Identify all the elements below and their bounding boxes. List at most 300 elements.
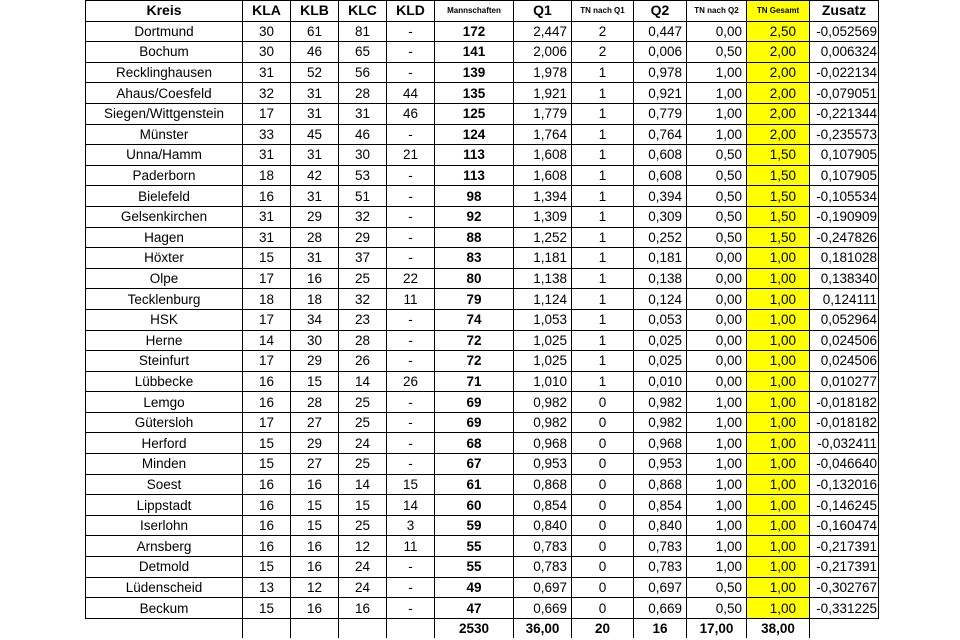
table-cell: 15 (291, 371, 339, 392)
table-cell: -0,146245 (810, 495, 879, 516)
table-cell: 88 (435, 227, 514, 248)
kreis-cell: Unna/Hamm (86, 145, 243, 166)
table-cell: 0,181 (634, 248, 687, 269)
table-cell: 17 (243, 103, 291, 124)
table-cell: 25 (339, 268, 387, 289)
table-row (86, 515, 879, 536)
table-cell: 24 (339, 577, 387, 598)
table-cell: 25 (339, 454, 387, 475)
table-cell: - (387, 433, 435, 454)
table-cell: 1,00 (687, 536, 747, 557)
table-cell: - (387, 227, 435, 248)
table-cell: 1,138 (514, 268, 572, 289)
column-header: Kreis (86, 1, 243, 22)
table-cell: 0,010 (634, 371, 687, 392)
table-cell: 15 (387, 474, 435, 495)
table-cell: 51 (339, 186, 387, 207)
table-cell: 0,107905 (810, 165, 879, 186)
kreis-cell: Gütersloh (86, 412, 243, 433)
table-cell: 1,00 (747, 412, 810, 433)
table-cell: 46 (339, 124, 387, 145)
column-header: KLA (243, 1, 291, 22)
table-cell: 1,608 (514, 145, 572, 166)
kreis-cell: Bielefeld (86, 186, 243, 207)
table-cell: 1,00 (687, 412, 747, 433)
table-row (86, 103, 879, 124)
table-cell: 0,024506 (810, 330, 879, 351)
table-cell: 0,783 (634, 536, 687, 557)
table-cell: 1,00 (747, 248, 810, 269)
table-cell: 14 (339, 371, 387, 392)
table-cell: -0,132016 (810, 474, 879, 495)
total-cell (86, 618, 243, 638)
table-cell: 53 (339, 165, 387, 186)
column-header: Zusatz (810, 1, 879, 22)
table-cell: 33 (243, 124, 291, 145)
kreis-cell: Lippstadt (86, 495, 243, 516)
table-cell: 1,00 (747, 557, 810, 578)
table-cell: 31 (291, 186, 339, 207)
table-cell: 0,697 (514, 577, 572, 598)
table-cell: 0,00 (687, 268, 747, 289)
table-cell: 16 (243, 495, 291, 516)
table-cell: - (387, 412, 435, 433)
kreis-cell: Herford (86, 433, 243, 454)
table-cell: 0,107905 (810, 145, 879, 166)
table-cell: 27 (291, 454, 339, 475)
table-cell: 31 (291, 103, 339, 124)
table-cell: 18 (243, 165, 291, 186)
table-cell: 49 (435, 577, 514, 598)
table-cell: 23 (339, 309, 387, 330)
column-header: TN Gesamt (747, 1, 810, 22)
table-cell: 1,00 (687, 124, 747, 145)
kreis-cell: Dortmund (86, 21, 243, 42)
table-cell: 1,00 (747, 577, 810, 598)
total-cell: 16 (634, 618, 687, 638)
table-cell: 31 (243, 62, 291, 83)
table-cell: 0,124 (634, 289, 687, 310)
table-cell: 16 (243, 536, 291, 557)
table-cell: 0,010277 (810, 371, 879, 392)
kreis-cell: Recklinghausen (86, 62, 243, 83)
table-cell: 15 (243, 454, 291, 475)
table-cell: 29 (291, 206, 339, 227)
table-row (86, 412, 879, 433)
table-cell: 26 (387, 371, 435, 392)
table-cell: 15 (291, 495, 339, 516)
kreis-cell: Minden (86, 454, 243, 475)
table-row (86, 454, 879, 475)
table-cell: 1,00 (687, 433, 747, 454)
table-cell: 28 (291, 392, 339, 413)
table-cell: 55 (435, 557, 514, 578)
table-cell: -0,160474 (810, 515, 879, 536)
table-cell: 2,00 (747, 62, 810, 83)
table-cell: 0,982 (514, 392, 572, 413)
table-row (86, 536, 879, 557)
table-cell: 1 (572, 289, 634, 310)
table-cell: 16 (291, 598, 339, 619)
table-cell: 18 (243, 289, 291, 310)
table-cell: 2,00 (747, 124, 810, 145)
table-cell: 69 (435, 412, 514, 433)
totals-row (86, 618, 879, 638)
table-cell: 37 (339, 248, 387, 269)
table-cell: 1,50 (747, 186, 810, 207)
table-cell: 32 (243, 83, 291, 104)
kreis-cell: Tecklenburg (86, 289, 243, 310)
table-cell: 0,840 (634, 515, 687, 536)
table-cell: -0,247826 (810, 227, 879, 248)
kreis-cell: HSK (86, 309, 243, 330)
table-cell: 1,50 (747, 206, 810, 227)
table-cell: 1 (572, 227, 634, 248)
table-cell: 15 (243, 557, 291, 578)
table-cell: 46 (387, 103, 435, 124)
column-header: KLD (387, 1, 435, 22)
table-cell: 1,00 (687, 515, 747, 536)
kreis-cell: Lemgo (86, 392, 243, 413)
table-cell: 0,608 (634, 145, 687, 166)
table-cell: 0,50 (687, 598, 747, 619)
table-cell: - (387, 21, 435, 42)
total-cell (243, 618, 291, 638)
table-cell: 0,968 (514, 433, 572, 454)
table-cell: 59 (435, 515, 514, 536)
table-cell: 1,00 (747, 474, 810, 495)
column-header: KLB (291, 1, 339, 22)
total-cell: 2530 (435, 618, 514, 638)
table-cell: 2 (572, 42, 634, 63)
table-cell: 0,00 (687, 371, 747, 392)
table-cell: 1,252 (514, 227, 572, 248)
table-cell: 0,953 (514, 454, 572, 475)
table-cell: 1 (572, 186, 634, 207)
table-cell: 1 (572, 62, 634, 83)
table-cell: 0,669 (514, 598, 572, 619)
table-cell: 1,50 (747, 165, 810, 186)
table-cell: 13 (243, 577, 291, 598)
table-cell: - (387, 206, 435, 227)
table-cell: 1,00 (687, 103, 747, 124)
table-cell: 14 (387, 495, 435, 516)
table-cell: 1,921 (514, 83, 572, 104)
table-cell: 0,00 (687, 330, 747, 351)
table-cell: 79 (435, 289, 514, 310)
table-cell: 16 (243, 515, 291, 536)
table-row (86, 62, 879, 83)
table-cell: 1,00 (747, 536, 810, 557)
kreis-cell: Soest (86, 474, 243, 495)
table-cell: 1 (572, 309, 634, 330)
table-cell: 2,447 (514, 21, 572, 42)
table-cell: 1,00 (747, 268, 810, 289)
kreis-cell: Steinfurt (86, 351, 243, 372)
table-cell: 28 (291, 227, 339, 248)
table-cell: 22 (387, 268, 435, 289)
table-cell: 16 (339, 598, 387, 619)
table-cell: 0,00 (687, 248, 747, 269)
table-row (86, 124, 879, 145)
table-cell: 2,00 (747, 42, 810, 63)
column-header: Q2 (634, 1, 687, 22)
table-cell: -0,022134 (810, 62, 879, 83)
table-cell: 0,968 (634, 433, 687, 454)
kreis-cell: Lübbecke (86, 371, 243, 392)
table-cell: 0,921 (634, 83, 687, 104)
kreis-cell: Herne (86, 330, 243, 351)
table-cell: 47 (435, 598, 514, 619)
table-header (86, 1, 879, 22)
table-cell: 32 (339, 289, 387, 310)
table-row (86, 371, 879, 392)
table-cell: 0,50 (687, 165, 747, 186)
kreis-cell: Paderborn (86, 165, 243, 186)
table-cell: 55 (435, 536, 514, 557)
table-cell: 1,00 (747, 433, 810, 454)
table-cell: 0,50 (687, 145, 747, 166)
table-cell: 61 (291, 21, 339, 42)
table-cell: 2 (572, 21, 634, 42)
table-cell: -0,217391 (810, 557, 879, 578)
table-cell: 31 (339, 103, 387, 124)
table-cell: 0,309 (634, 206, 687, 227)
table-cell: -0,235573 (810, 124, 879, 145)
table-cell: 0,953 (634, 454, 687, 475)
table-cell: 2,00 (747, 83, 810, 104)
table-cell: -0,052569 (810, 21, 879, 42)
total-cell (387, 618, 435, 638)
table-cell: 16 (243, 474, 291, 495)
table-cell: 1,00 (687, 62, 747, 83)
total-cell: 17,00 (687, 618, 747, 638)
table-cell: 0 (572, 474, 634, 495)
table-cell: 0 (572, 577, 634, 598)
table-cell: 1 (572, 371, 634, 392)
table-cell: 31 (291, 83, 339, 104)
table-row (86, 268, 879, 289)
table-row (86, 330, 879, 351)
table-cell: 0,024506 (810, 351, 879, 372)
table-cell: 141 (435, 42, 514, 63)
table-row (86, 598, 879, 619)
table-cell: 0,697 (634, 577, 687, 598)
table-cell: 15 (243, 598, 291, 619)
kreis-cell: Arnsberg (86, 536, 243, 557)
table-row (86, 289, 879, 310)
table-cell: 15 (291, 515, 339, 536)
table-cell: - (387, 392, 435, 413)
table-cell: 1,00 (687, 392, 747, 413)
table-cell: 0,779 (634, 103, 687, 124)
table-cell: -0,302767 (810, 577, 879, 598)
kreis-cell: Höxter (86, 248, 243, 269)
table-cell: 1 (572, 330, 634, 351)
table-row (86, 227, 879, 248)
table-cell: 25 (339, 392, 387, 413)
table-cell: -0,221344 (810, 103, 879, 124)
table-cell: 124 (435, 124, 514, 145)
table-cell: 0,252 (634, 227, 687, 248)
table-cell: 3 (387, 515, 435, 536)
kreis-cell: Gelsenkirchen (86, 206, 243, 227)
table-cell: 98 (435, 186, 514, 207)
table-cell: 65 (339, 42, 387, 63)
total-cell (810, 618, 879, 638)
table-cell: 12 (339, 536, 387, 557)
table-cell: 1,025 (514, 330, 572, 351)
table-cell: 15 (339, 495, 387, 516)
table-cell: - (387, 165, 435, 186)
table-cell: - (387, 248, 435, 269)
table-cell: - (387, 577, 435, 598)
kreis-cell: Hagen (86, 227, 243, 248)
table-cell: 1,181 (514, 248, 572, 269)
table-cell: 0,669 (634, 598, 687, 619)
table-cell: 1 (572, 124, 634, 145)
table-cell: 25 (339, 515, 387, 536)
table-cell: 11 (387, 289, 435, 310)
table-cell: 17 (243, 309, 291, 330)
table-cell: - (387, 42, 435, 63)
table-cell: 1 (572, 206, 634, 227)
table-cell: 1,00 (747, 309, 810, 330)
table-row (86, 392, 879, 413)
table-row (86, 577, 879, 598)
table-cell: 32 (339, 206, 387, 227)
table-cell: 1,00 (687, 454, 747, 475)
table-cell: 74 (435, 309, 514, 330)
table-cell: -0,032411 (810, 433, 879, 454)
table-cell: 30 (243, 42, 291, 63)
table-cell: 16 (291, 474, 339, 495)
header-row (86, 1, 879, 22)
table-cell: 0,00 (687, 289, 747, 310)
column-header: Mannschaften (435, 1, 514, 22)
table-cell: 0 (572, 598, 634, 619)
table-cell: -0,018182 (810, 412, 879, 433)
table-cell: 52 (291, 62, 339, 83)
table-cell: 0,854 (634, 495, 687, 516)
table-cell: - (387, 598, 435, 619)
table-cell: 29 (339, 227, 387, 248)
table-cell: 45 (291, 124, 339, 145)
table-cell: 1,00 (747, 598, 810, 619)
table-cell: 1,124 (514, 289, 572, 310)
table-cell: 17 (243, 412, 291, 433)
table-cell: 0,982 (634, 412, 687, 433)
table-cell: 0,50 (687, 206, 747, 227)
table-cell: 0,783 (634, 557, 687, 578)
total-cell: 38,00 (747, 618, 810, 638)
table-cell: 0,868 (514, 474, 572, 495)
table-cell: 0,608 (634, 165, 687, 186)
table-cell: 0,052964 (810, 309, 879, 330)
table-cell: 16 (291, 557, 339, 578)
table-body (86, 21, 879, 638)
table-cell: 16 (243, 392, 291, 413)
table-cell: 18 (291, 289, 339, 310)
table-row (86, 495, 879, 516)
table-cell: 0,978 (634, 62, 687, 83)
table-cell: 14 (243, 330, 291, 351)
table-cell: 0,025 (634, 351, 687, 372)
table-cell: -0,105534 (810, 186, 879, 207)
kreis-cell: Münster (86, 124, 243, 145)
table-cell: -0,190909 (810, 206, 879, 227)
column-header: TN nach Q2 (687, 1, 747, 22)
table-cell: 1,50 (747, 145, 810, 166)
table-row (86, 145, 879, 166)
table-cell: - (387, 330, 435, 351)
table-cell: 72 (435, 351, 514, 372)
table-cell: 2,00 (747, 103, 810, 124)
table-cell: 139 (435, 62, 514, 83)
table-cell: 0,00 (687, 351, 747, 372)
table-row (86, 206, 879, 227)
table-cell: 0 (572, 433, 634, 454)
table-cell: 14 (339, 474, 387, 495)
table-row (86, 165, 879, 186)
kreis-cell: Lüdenscheid (86, 577, 243, 598)
table-cell: 0,025 (634, 330, 687, 351)
table-cell: 17 (243, 268, 291, 289)
table-cell: 0 (572, 392, 634, 413)
table-cell: 16 (243, 186, 291, 207)
table-cell: 31 (243, 206, 291, 227)
table-cell: 1,608 (514, 165, 572, 186)
table-cell: 1,309 (514, 206, 572, 227)
table-cell: 0,840 (514, 515, 572, 536)
table-cell: 1,394 (514, 186, 572, 207)
table-cell: 0 (572, 536, 634, 557)
table-cell: 31 (243, 227, 291, 248)
total-cell: 36,00 (514, 618, 572, 638)
table-cell: 1,010 (514, 371, 572, 392)
table-cell: 21 (387, 145, 435, 166)
table-cell: 11 (387, 536, 435, 557)
table-cell: 1 (572, 83, 634, 104)
table-cell: 0,181028 (810, 248, 879, 269)
table-cell: 29 (291, 433, 339, 454)
table-cell: 30 (243, 21, 291, 42)
table-cell: 72 (435, 330, 514, 351)
table-cell: 61 (435, 474, 514, 495)
table-cell: 44 (387, 83, 435, 104)
table-cell: 1,00 (747, 330, 810, 351)
table-cell: 1 (572, 165, 634, 186)
table-cell: 16 (291, 268, 339, 289)
table-cell: 1,00 (747, 392, 810, 413)
table-cell: 0,50 (687, 186, 747, 207)
table-cell: 0 (572, 412, 634, 433)
table-cell: 30 (291, 330, 339, 351)
table-cell: - (387, 351, 435, 372)
table-cell: 69 (435, 392, 514, 413)
table-cell: 1,779 (514, 103, 572, 124)
table-cell: 0,982 (514, 412, 572, 433)
table-cell: 0,783 (514, 557, 572, 578)
table-row (86, 21, 879, 42)
table-cell: 0,50 (687, 227, 747, 248)
table-cell: 1 (572, 145, 634, 166)
table-cell: 28 (339, 330, 387, 351)
kreis-cell: Ahaus/Coesfeld (86, 83, 243, 104)
table-cell: 0,053 (634, 309, 687, 330)
table-cell: 0,138 (634, 268, 687, 289)
table-cell: 0,447 (634, 21, 687, 42)
